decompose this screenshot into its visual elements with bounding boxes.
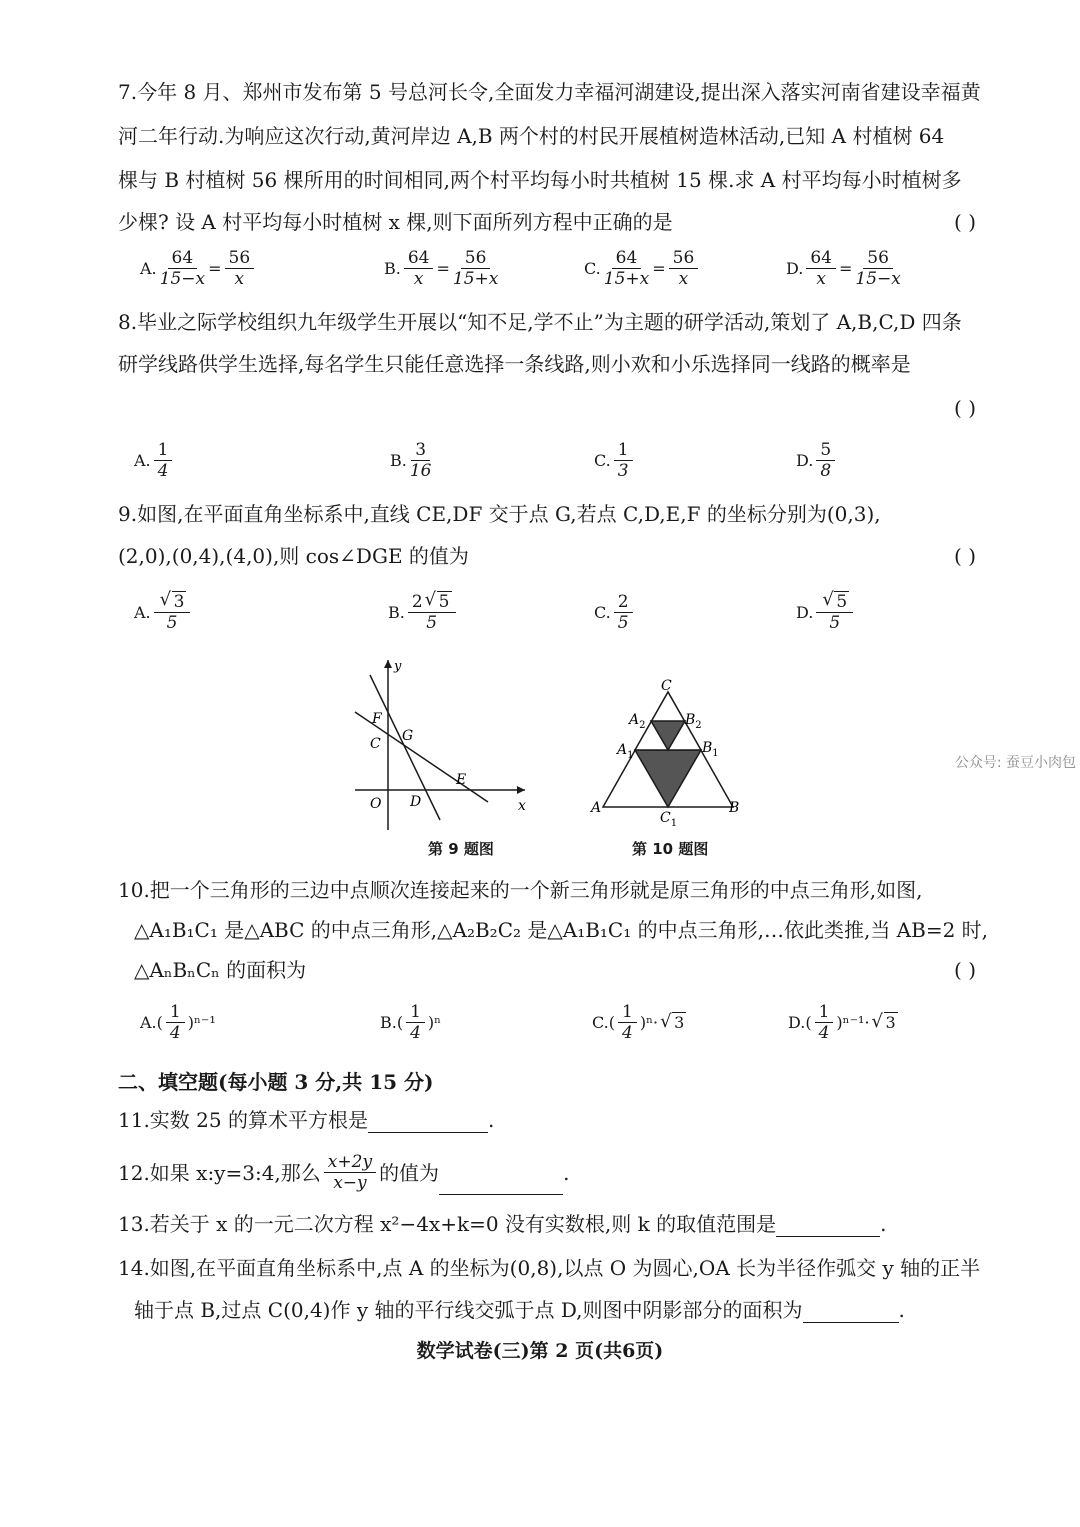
- numerator: 3: [411, 440, 430, 461]
- fraction: [154, 592, 191, 633]
- page-footer: 数学试卷(三)第 2 页(共6页): [416, 1340, 664, 1362]
- numerator: 64: [168, 248, 198, 269]
- q11: [118, 1108, 978, 1133]
- exponent: )ⁿ: [427, 1013, 442, 1032]
- fraction: [404, 248, 434, 289]
- label-b1-letter: B: [702, 740, 713, 756]
- sqrt-symbol: [160, 592, 187, 612]
- fraction: [614, 440, 633, 481]
- q13-text: 13.若关于 x 的一元二次方程 x²−4x+k=0 没有实数根,则 k 的取值范围是: [118, 1212, 777, 1236]
- q10-option-b: [380, 1002, 441, 1043]
- sqrt-symbol: [660, 1013, 686, 1032]
- radicand: 5: [836, 592, 848, 612]
- label-a1: [615, 742, 634, 761]
- figure-10-caption: 第 10 题图: [632, 840, 709, 858]
- q8-line1: 8.毕业之际学校组织九年级学生开展以“知不足,学不止”为主题的研学活动,策划了 A,B,C,D 四条: [118, 310, 962, 334]
- q14-blank: [803, 1298, 899, 1323]
- option-label: B.: [388, 603, 405, 622]
- q9-line1: 9.如图,在平面直角坐标系中,直线 CE,DF 交于点 G,若点 C,D,E,F 的坐标分别为(0,3),: [118, 502, 881, 526]
- numerator: 56: [225, 248, 255, 269]
- q14-end: .: [898, 1298, 905, 1322]
- exponent: )ⁿ⁻¹: [187, 1013, 216, 1032]
- numerator: 1: [166, 1002, 185, 1023]
- fraction: [855, 248, 900, 289]
- q14-line2-text: 轴于点 B,过点 C(0,4)作 y 轴的平行线交弧于点 D,则图中阴影部分的面积为: [134, 1298, 803, 1322]
- figure-9-coordinate-diagram: [340, 650, 540, 840]
- denominator: x−y: [333, 1173, 367, 1193]
- q7-answer-paren: ( ): [954, 210, 976, 234]
- q12-blank: [439, 1170, 563, 1195]
- option-label: C.: [584, 259, 601, 278]
- label-a: A: [591, 800, 602, 816]
- fraction: [225, 248, 255, 289]
- numerator: 56: [669, 248, 699, 269]
- denominator: 5: [166, 613, 178, 633]
- option-label: B.(: [380, 1013, 404, 1032]
- q7-line2: 河二年行动.为响应这次行动,黄河岸边 A,B 两个村的村民开展植树造林活动,已知 A 村植树 64: [118, 124, 945, 148]
- denominator: 4: [157, 461, 169, 481]
- q7-option-c: [584, 248, 701, 289]
- q10-line2: △A₁B₁C₁ 是△ABC 的中点三角形,△A₂B₂C₂ 是△A₁B₁C₁ 的中点三角形,…依此类推,当 AB=2 时,: [134, 918, 989, 942]
- q9-answer-paren: ( ): [954, 544, 976, 568]
- numerator: [408, 592, 456, 613]
- q8-line2: 研学线路供学生选择,每名学生只能任意选择一条线路,则小欢和小乐选择同一线路的概率是: [118, 352, 911, 376]
- fraction: [160, 248, 205, 289]
- denominator: 5: [617, 613, 629, 633]
- denominator: 4: [410, 1023, 421, 1043]
- fraction: [614, 592, 633, 633]
- denominator: x: [413, 269, 424, 289]
- q10-option-c: [592, 1002, 686, 1043]
- equals-sign: =: [436, 259, 450, 278]
- label-c1-subscript: 1: [670, 818, 678, 829]
- q7-line1: 7.今年 8 月、郑州市发布第 5 号总河长令,全面发力幸福河湖建设,提出深入落实河南省建设幸福黄: [118, 80, 981, 104]
- radicand: 5: [438, 592, 450, 612]
- q9-option-d: [796, 592, 856, 633]
- q13: [118, 1212, 978, 1237]
- q7-line3: 棵与 B 村植树 56 棵所用的时间相同,两个村平均每小时共植树 15 棵.求 A 村平均每小时植树多: [118, 168, 962, 192]
- fraction: [324, 1152, 376, 1193]
- q8-option-c: [594, 440, 636, 481]
- numerator: 2: [614, 592, 633, 613]
- option-label: A.: [140, 259, 157, 278]
- fraction: [816, 592, 853, 633]
- option-label: B.: [390, 451, 407, 470]
- label-a1-subscript: 1: [627, 750, 634, 761]
- numerator: 64: [612, 248, 642, 269]
- denominator: 15+x: [452, 269, 499, 289]
- radicand: 3: [674, 1013, 685, 1032]
- q11-text: 11.实数 25 的算术平方根是: [118, 1108, 368, 1132]
- q10-line3: △AₙBₙCₙ 的面积为: [134, 958, 307, 982]
- point-d-label: D: [410, 794, 422, 810]
- fraction: [815, 1002, 834, 1043]
- fraction: [453, 248, 498, 289]
- label-b1-subscript: 1: [712, 748, 719, 759]
- fraction: [604, 248, 649, 289]
- numerator: 64: [404, 248, 434, 269]
- origin-label: O: [370, 796, 382, 812]
- option-label: C.(: [592, 1013, 615, 1032]
- q11-blank: [368, 1108, 488, 1133]
- point-f-label: F: [372, 711, 382, 727]
- q10-answer-paren: ( ): [954, 958, 976, 982]
- q9-line2: (2,0),(0,4),(4,0),则 cos∠DGE 的值为: [118, 544, 469, 568]
- denominator: 8: [820, 461, 832, 481]
- radicand: 3: [885, 1013, 896, 1032]
- fraction: [166, 1002, 185, 1043]
- denominator: 4: [622, 1023, 633, 1043]
- numerator: 5: [816, 440, 835, 461]
- coefficient: 2: [411, 592, 423, 612]
- numerator: 56: [461, 248, 491, 269]
- numerator: 1: [618, 1002, 637, 1023]
- option-label: D.: [796, 451, 814, 470]
- label-b2-subscript: 2: [695, 720, 702, 731]
- label-a2-subscript: 2: [639, 720, 646, 731]
- fraction: [669, 248, 699, 289]
- label-a2: [627, 712, 646, 731]
- q9-option-c: [594, 592, 636, 633]
- q8-option-b: [390, 440, 434, 481]
- denominator: 15−x: [159, 269, 206, 289]
- option-label: C.: [594, 451, 611, 470]
- label-c1: [660, 810, 677, 829]
- figure-10-triangle-diagram: [585, 672, 750, 829]
- equals-sign: =: [838, 259, 853, 278]
- q12: [118, 1150, 978, 1195]
- fraction: [806, 248, 836, 289]
- exponent: )ⁿ⁻¹·: [836, 1013, 870, 1032]
- q9-option-a: [134, 592, 193, 633]
- numerator: 64: [806, 248, 836, 269]
- denominator: 4: [818, 1023, 830, 1043]
- option-label: A.: [134, 451, 151, 470]
- denominator: 16: [409, 461, 432, 481]
- fraction: [618, 1002, 637, 1043]
- numerator: [154, 592, 191, 613]
- y-axis-label: y: [394, 659, 402, 674]
- sqrt-symbol: [872, 1013, 898, 1032]
- option-label: D.(: [788, 1013, 812, 1032]
- numerator: 1: [614, 440, 633, 461]
- q12-text-pre: 12.如果 x:y=3:4,那么: [118, 1160, 321, 1185]
- q7-option-d: [786, 248, 904, 289]
- label-c: C: [661, 678, 672, 694]
- option-label: D.: [786, 259, 804, 278]
- q10-option-d: [788, 1002, 898, 1043]
- denominator: x: [678, 269, 689, 289]
- label-b2-letter: B: [685, 712, 696, 728]
- point-e-label: E: [456, 772, 467, 788]
- q8-option-d: [796, 440, 838, 481]
- option-label: B.: [384, 259, 401, 278]
- x-axis-label: x: [518, 798, 526, 814]
- fraction: [410, 440, 432, 481]
- numerator: 56: [863, 248, 893, 269]
- fraction: [154, 440, 173, 481]
- denominator: 5: [829, 613, 841, 633]
- label-b: B: [729, 800, 740, 816]
- numerator: 1: [815, 1002, 834, 1023]
- denominator: x: [234, 269, 245, 289]
- label-c1-letter: C: [660, 810, 671, 826]
- radicand: 3: [173, 592, 185, 612]
- fraction: [816, 440, 835, 481]
- denominator: 4: [169, 1023, 181, 1043]
- q12-text-post: 的值为: [379, 1160, 440, 1185]
- q11-end: .: [487, 1108, 495, 1132]
- fraction: [408, 592, 456, 633]
- q7-line4: 少棵? 设 A 村平均每小时植树 x 棵,则下面所列方程中正确的是: [118, 210, 673, 234]
- denominator: 3: [617, 461, 629, 481]
- exponent: )ⁿ·: [639, 1013, 659, 1032]
- section-2-heading: 二、填空题(每小题 3 分,共 15 分): [118, 1070, 434, 1094]
- q13-blank: [776, 1212, 880, 1237]
- figure-9-caption: 第 9 题图: [428, 840, 494, 858]
- numerator: x+2y: [324, 1152, 376, 1173]
- option-label: D.: [796, 603, 814, 622]
- point-c-label: C: [370, 736, 381, 752]
- equals-sign: =: [208, 259, 222, 278]
- denominator: 15−x: [855, 269, 901, 289]
- fraction: [406, 1002, 425, 1043]
- label-a1-letter: A: [617, 742, 628, 758]
- x-axis-arrow: [517, 786, 525, 794]
- q7-option-a: [140, 248, 257, 289]
- triangle-a1b1c1: [635, 750, 701, 807]
- watermark: 公众号: 蚕豆小肉包: [954, 755, 1076, 771]
- label-a2-letter: A: [629, 712, 640, 728]
- numerator: [816, 592, 853, 613]
- q10-line1: 10.把一个三角形的三边中点顺次连接起来的一个新三角形就是原三角形的中点三角形,如图,: [118, 878, 923, 902]
- point-g-label: G: [402, 728, 414, 744]
- q8-answer-paren: ( ): [954, 396, 976, 420]
- option-label: A.: [134, 603, 151, 622]
- sqrt-symbol: [425, 592, 452, 612]
- option-label: C.: [594, 603, 611, 622]
- sqrt-symbol: [822, 592, 849, 612]
- denominator: 15+x: [603, 269, 650, 289]
- q13-end: .: [880, 1212, 887, 1236]
- q9-option-b: [388, 592, 459, 633]
- numerator: 1: [154, 440, 173, 461]
- q14-line2: [134, 1298, 978, 1323]
- y-axis-arrow: [384, 660, 392, 668]
- q12-end: .: [563, 1160, 570, 1185]
- q14-line1: 14.如图,在平面直角坐标系中,点 A 的坐标为(0,8),以点 O 为圆心,OA 长为半径作弧交 y 轴的正半: [118, 1256, 981, 1280]
- option-label: A.(: [140, 1013, 163, 1032]
- denominator: 5: [426, 613, 438, 633]
- equals-sign: =: [652, 259, 666, 278]
- numerator: 1: [406, 1002, 425, 1023]
- q10-option-a: [140, 1002, 216, 1043]
- q8-option-a: [134, 440, 175, 481]
- denominator: x: [816, 269, 826, 289]
- q7-option-b: [384, 248, 501, 289]
